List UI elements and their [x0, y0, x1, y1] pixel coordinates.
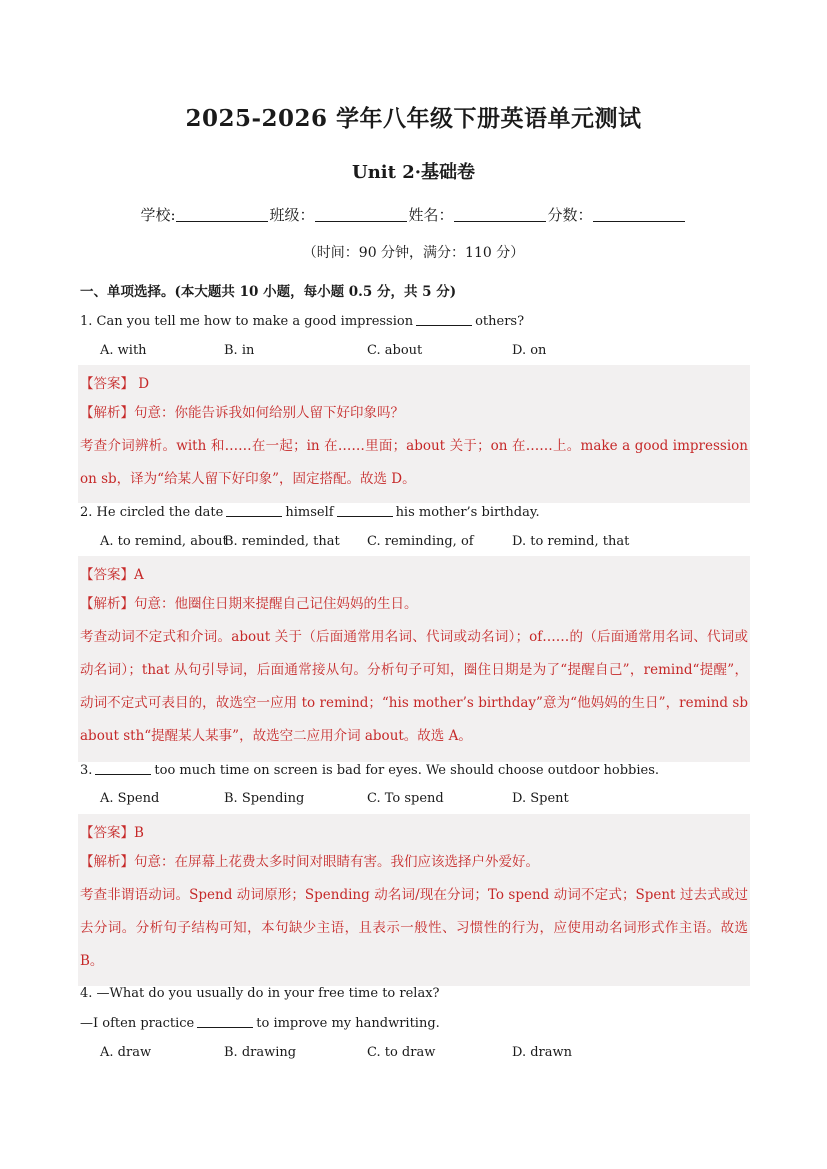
question-3-analysis-line: 考查非谓语动词。Spend 动词原形；Spending 动名词/现在分词；To spend 动词不定式；Spent 过去式或过去分词。分析句子结构可知，本句缺少主语，且表示一般性、习惯性的行为，应使用动名词形式作主语。故选 B。 — [80, 887, 748, 969]
name-blank — [454, 207, 546, 222]
question-1-option-b: B. in — [224, 343, 255, 358]
question-4-text-b: —I often practice — [80, 1016, 195, 1031]
question-3-option-b: B. Spending — [224, 791, 305, 806]
question-3-analysis — [80, 846, 748, 978]
question-2-text-c: his mother’s birthday. — [395, 505, 540, 520]
question-1-text-b: others? — [475, 314, 525, 329]
question-1-stem — [80, 313, 524, 329]
question-1-analysis-line: 考查介词辨析。with 和……在一起；in 在……里面；about 关于；on 在……上。make a good impression on sb，译为“给某人留下好印象”，固定搭配。故选 D。 — [80, 438, 748, 487]
question-3-analysis-line: 【解析】句意：在屏幕上花费太多时间对眼睛有害。我们应该选择户外爱好。 — [80, 854, 539, 870]
question-4-stem: 4. —What do you usually do in your free time to relax? — [80, 986, 440, 1001]
question-2-option-c: C. reminding, of — [367, 534, 474, 549]
question-4-option-b: B. drawing — [224, 1045, 297, 1060]
name-label: 姓名： — [408, 206, 454, 224]
time-info: （时间：90 分钟，满分：110 分） — [302, 245, 525, 261]
question-2-option-a: A. to remind, about — [100, 534, 228, 549]
question-2-option-b: B. reminded, that — [224, 534, 340, 549]
question-2-answer: 【答案】A — [80, 567, 144, 583]
question-2-blank-2 — [337, 504, 393, 517]
question-4-blank — [197, 1015, 253, 1028]
question-3-text-b: too much time on screen is bad for eyes. We should choose outdoor hobbies. — [154, 763, 659, 778]
score-blank — [593, 207, 685, 222]
page-title: 2025-2026 学年八年级下册英语单元测试 — [185, 105, 642, 132]
question-3-answer: 【答案】B — [80, 825, 144, 841]
question-4-stem-response — [80, 1015, 440, 1031]
question-2-analysis — [80, 588, 748, 753]
question-2-text-a: 2. He circled the date — [80, 505, 224, 520]
question-3-option-d: D. Spent — [512, 791, 569, 806]
class-label: 班级： — [269, 206, 315, 224]
question-3-stem — [80, 762, 659, 778]
question-4-option-c: C. to draw — [367, 1045, 436, 1060]
question-2-stem — [80, 504, 540, 520]
question-4-option-d: D. drawn — [512, 1045, 573, 1060]
school-label: 学校: — [140, 206, 176, 224]
question-2-analysis-line: 考查动词不定式和介词。about 关于（后面通常用名词、代词或动名词）；of……的（后面通常用名词、代词或动名词）；that 从句引导词，后面通常接从句。分析句子可知，圈住日期是为了“提醒自己”，remind“提醒”，动词不定式可表目的，故选空一应用 to remind；“his mother’s birthday”意为“他妈妈的生日”，remind sb about sth“提醒某人某事”，故选空二应用介词 about。故选 A。 — [80, 629, 748, 744]
question-3-option-c: C. To spend — [367, 791, 444, 806]
section-title: 一、单项选择。(本大题共 10 小题，每小题 0.5 分，共 5 分) — [80, 284, 457, 300]
question-4-text-c: to improve my handwriting. — [256, 1016, 440, 1031]
question-1-text-a: 1. Can you tell me how to make a good impression — [80, 314, 414, 329]
question-1-option-c: C. about — [367, 343, 423, 358]
question-3-blank — [95, 762, 151, 775]
question-2-analysis-line: 【解析】句意：他圈住日期来提醒自己记住妈妈的生日。 — [80, 596, 418, 612]
question-1-analysis — [80, 397, 748, 496]
page-subtitle: Unit 2·基础卷 — [352, 162, 475, 183]
class-blank — [315, 207, 407, 222]
question-4-option-a: A. draw — [100, 1045, 152, 1060]
question-1-blank — [416, 313, 472, 326]
question-1-analysis-line: 【解析】句意：你能告诉我如何给别人留下好印象吗？ — [80, 405, 404, 421]
student-info-line — [0, 204, 827, 225]
question-1-answer: 【答案】 D — [80, 376, 150, 392]
question-1-option-d: D. on — [512, 343, 547, 358]
question-2-blank-1 — [226, 504, 282, 517]
score-label: 分数： — [547, 206, 593, 224]
question-3-option-a: A. Spend — [100, 791, 160, 806]
question-1-option-a: A. with — [100, 343, 147, 358]
question-2-option-d: D. to remind, that — [512, 534, 630, 549]
question-2-text-b: himself — [285, 505, 334, 520]
school-blank — [176, 207, 268, 222]
question-3-text-a: 3. — [80, 763, 93, 778]
